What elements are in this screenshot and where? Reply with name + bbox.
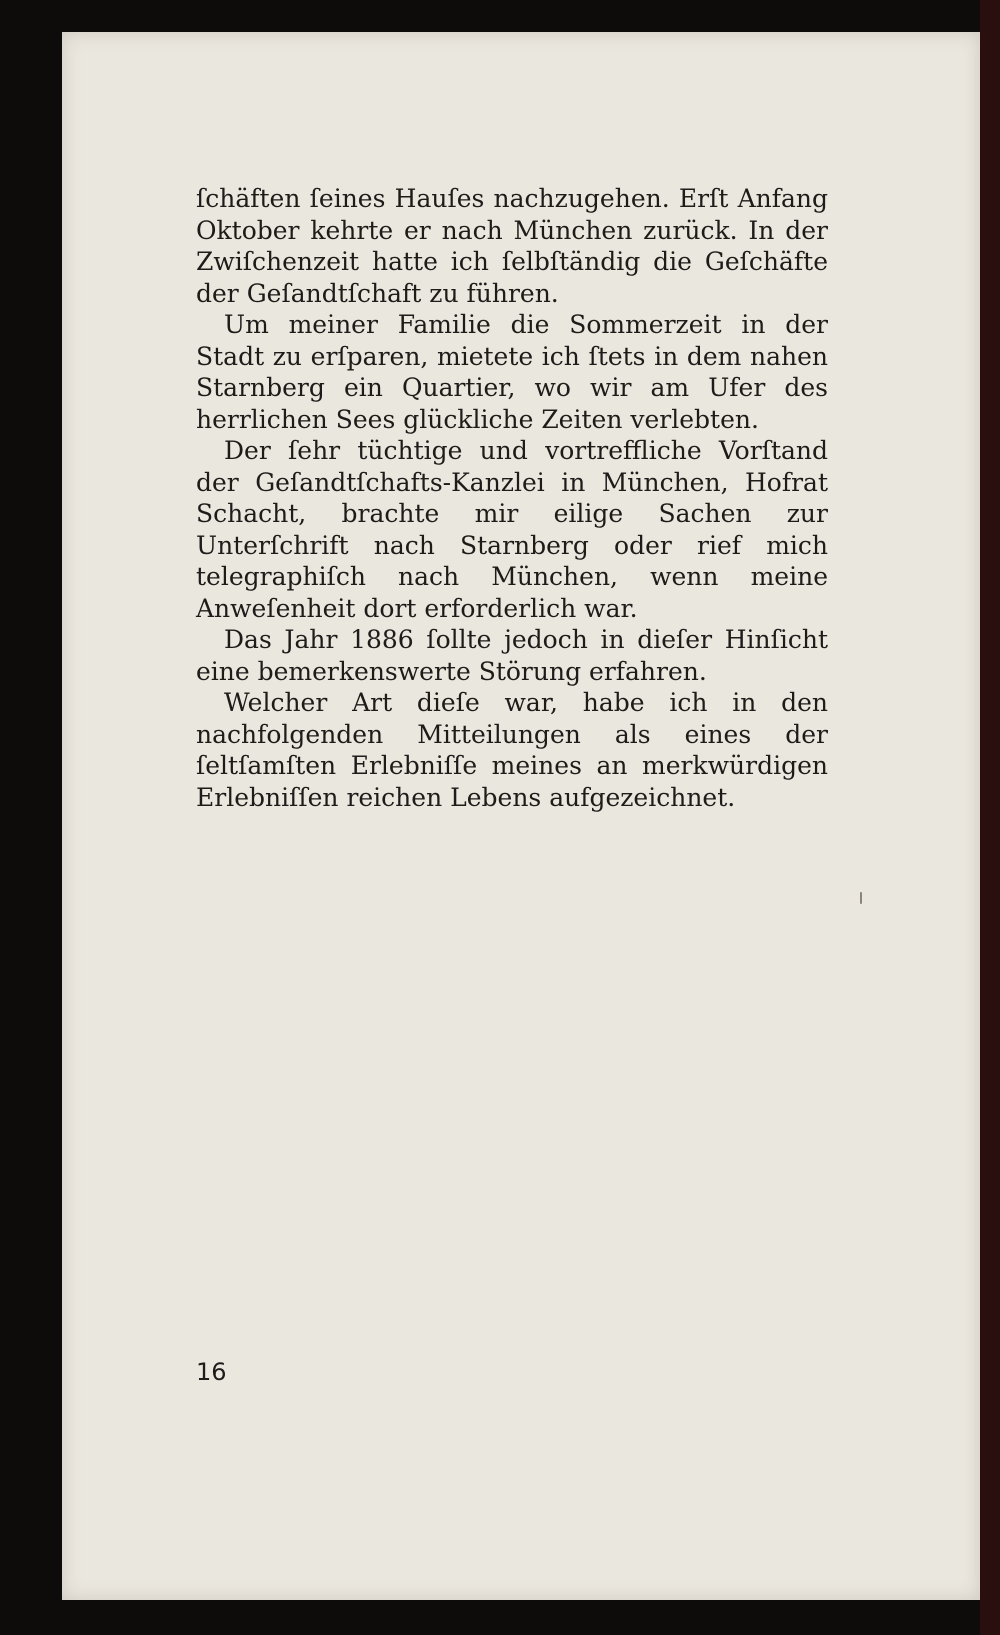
paragraph: Der ſehr tüchtige und vortreffliche Vorſtand der Geſandtſchafts-Kanzlei in München, Hofrat Schacht, brachte mir eilige Sachen zur Unterſchrift nach Starnberg oder rief mich telegraphiſch nach München, wenn meine Anweſenheit dort erforderlich war. bbox=[196, 436, 828, 623]
page-number: 16 bbox=[196, 1358, 227, 1386]
paragraph: Welcher Art dieſe war, habe ich in den nachfolgenden Mitteilungen als eines der ſeltſamſten Erlebniſſe meines an merkwürdigen Erlebniſſen reichen Lebens aufgezeichnet. bbox=[196, 688, 828, 812]
paragraph: Das Jahr 1886 ſollte jedoch in dieſer Hinſicht eine bemerkenswerte Störung erfahren. bbox=[196, 625, 828, 686]
book-cover-edge bbox=[980, 0, 1000, 1635]
body-text bbox=[196, 183, 828, 813]
paragraph: Um meiner Familie die Sommerzeit in der Stadt zu erſparen, mietete ich ſtets in dem nahen Starnberg ein Quartier, wo wir am Ufer des herrlichen Sees glückliche Zeiten verlebten. bbox=[196, 310, 828, 434]
paper-speck bbox=[860, 892, 862, 904]
paragraph: ſchäften ſeines Hauſes nachzugehen. Erſt Anfang Oktober kehrte er nach München zurück. In der Zwiſchenzeit hatte ich ſelbſtändig die Geſchäfte der Geſandtſchaft zu führen. bbox=[196, 184, 828, 308]
